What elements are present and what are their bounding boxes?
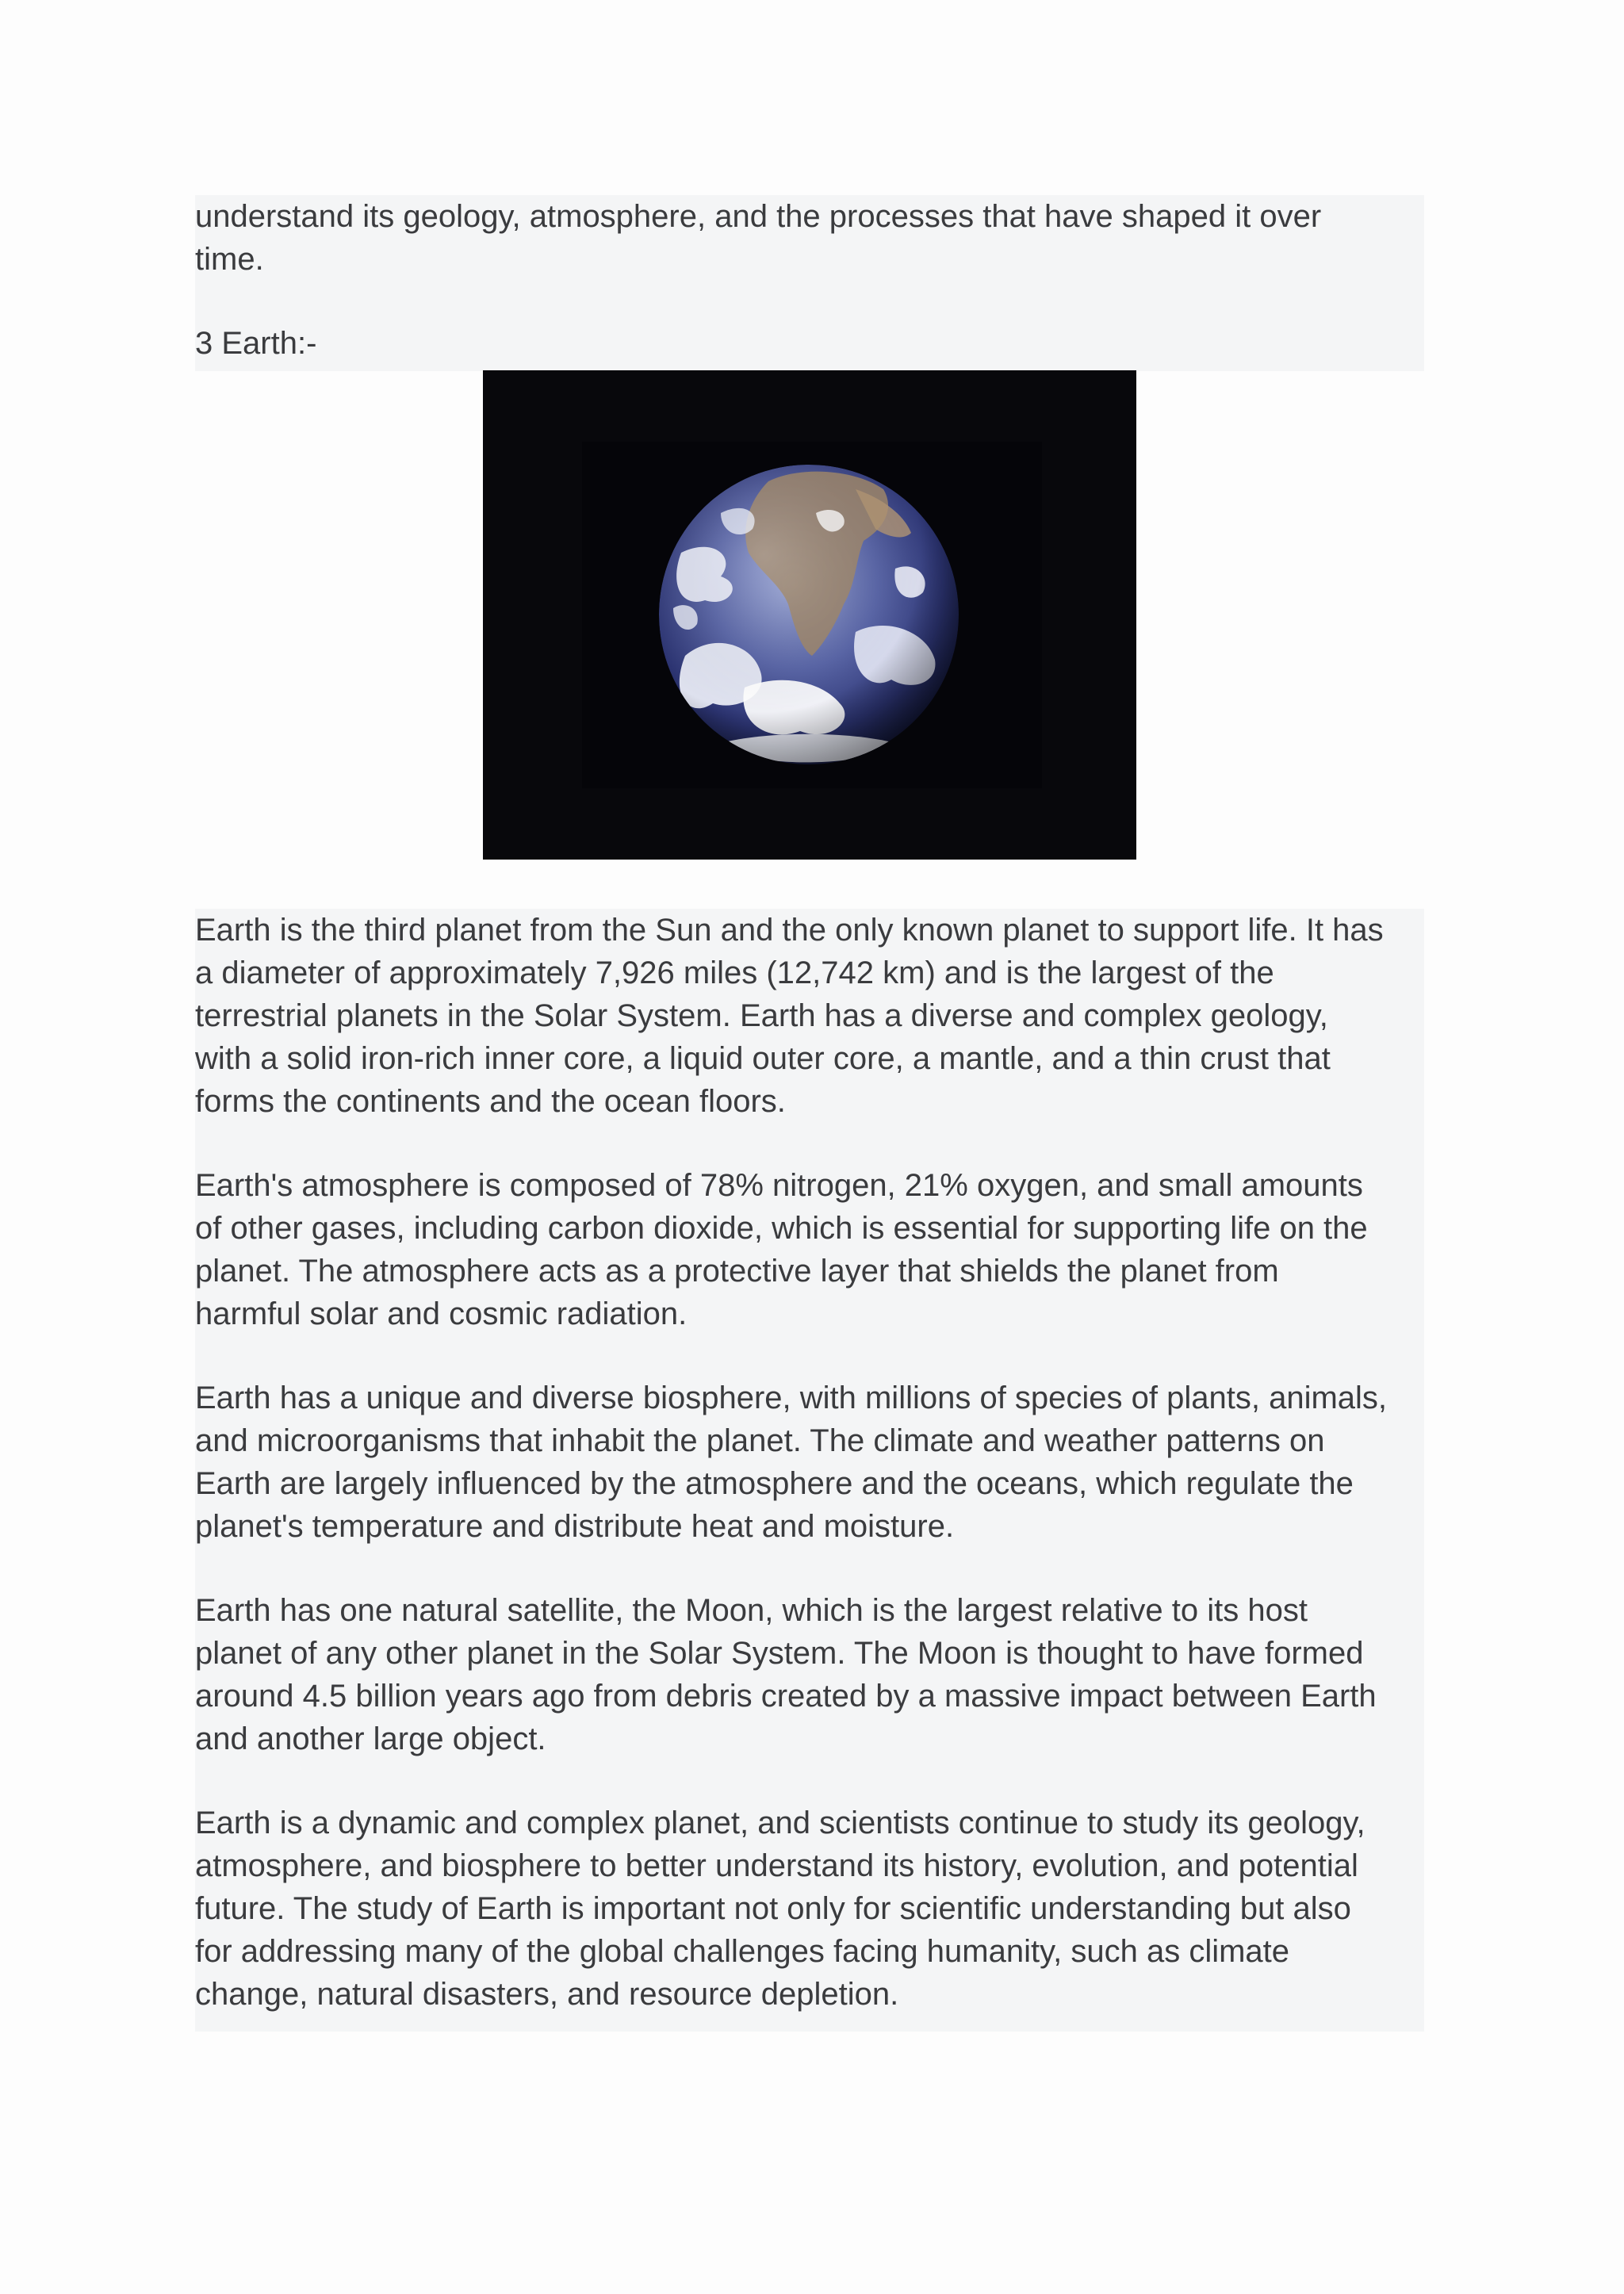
paragraph-line: around 4.5 billion years ago from debris created by a massive impact between Earth — [195, 1679, 1377, 1714]
paragraph-line: of other gases, including carbon dioxide, which is essential for supporting life on the — [195, 1211, 1368, 1246]
paragraph-line: Earth is the third planet from the Sun and the only known planet to support life. It has — [195, 913, 1384, 948]
paragraph-line: planet. The atmosphere acts as a protective layer that shields the planet from — [195, 1254, 1279, 1289]
paragraph-line: with a solid iron-rich inner core, a liquid outer core, a mantle, and a thin crust that — [195, 1041, 1331, 1076]
intro-line: time. — [195, 242, 264, 277]
earth-photo-icon — [483, 370, 1136, 860]
paragraph-line: change, natural disasters, and resource depletion. — [195, 1977, 899, 2012]
body-text — [195, 909, 1424, 2016]
paragraph — [195, 1589, 1424, 1760]
paragraph-line: Earth has a unique and diverse biosphere, with millions of species of plants, animals, — [195, 1381, 1388, 1415]
intro-text — [195, 195, 1424, 281]
paragraph-line: and microorganisms that inhabit the planet. The climate and weather patterns on — [195, 1423, 1325, 1458]
paragraph — [195, 1802, 1424, 2016]
paragraph-line: planet of any other planet in the Solar System. The Moon is thought to have formed — [195, 1636, 1364, 1671]
paragraph — [195, 909, 1424, 1123]
earth-figure — [483, 370, 1136, 860]
paragraph-line: future. The study of Earth is important not only for scientific understanding but also — [195, 1891, 1351, 1926]
paragraph-line: forms the continents and the ocean floors. — [195, 1084, 786, 1119]
paragraph — [195, 1164, 1424, 1335]
paragraph-line: Earth is a dynamic and complex planet, and scientists continue to study its geology, — [195, 1806, 1365, 1840]
body-block — [195, 909, 1424, 2032]
paragraph-line: harmful solar and cosmic radiation. — [195, 1296, 688, 1331]
paragraph-line: atmosphere, and biosphere to better understand its history, evolution, and potential — [195, 1848, 1358, 1883]
paragraph-line: terrestrial planets in the Solar System. Earth has a diverse and complex geology, — [195, 998, 1328, 1033]
earth-globe — [659, 465, 959, 764]
paragraph-line: Earth's atmosphere is composed of 78% nitrogen, 21% oxygen, and small amounts — [195, 1168, 1363, 1203]
intro-line: understand its geology, atmosphere, and the processes that have shaped it over — [195, 199, 1322, 234]
paragraph — [195, 1377, 1424, 1548]
paragraph-line: planet's temperature and distribute heat and moisture. — [195, 1509, 955, 1544]
paragraph-line: for addressing many of the global challenges facing humanity, such as climate — [195, 1934, 1290, 1969]
paragraph-line: Earth has one natural satellite, the Moon, which is the largest relative to its host — [195, 1593, 1308, 1628]
section-heading-wrap — [195, 322, 1424, 365]
paragraph-line: a diameter of approximately 7,926 miles (12,742 km) and is the largest of the — [195, 956, 1274, 990]
paragraph-line: Earth are largely influenced by the atmosphere and the oceans, which regulate the — [195, 1466, 1354, 1501]
intro-block — [195, 195, 1424, 371]
paragraph-line: and another large object. — [195, 1721, 546, 1756]
section-heading: 3 Earth:- — [195, 326, 317, 361]
